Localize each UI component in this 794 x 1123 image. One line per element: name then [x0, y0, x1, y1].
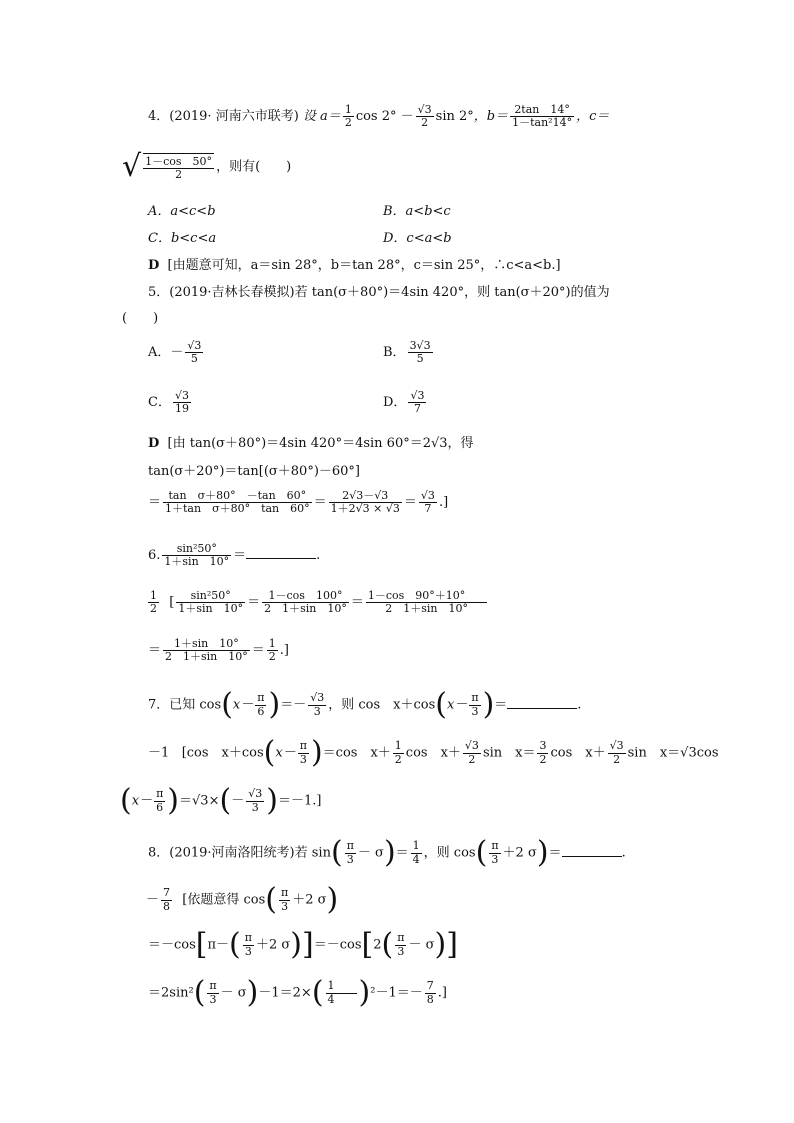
q5-answer-line3: ＝ $\frac{\text{tan σ＋80° －tan 60°}}{\text{1＋tan σ＋80° tan 60°}}$ ＝ $\frac{2√3-√3}{1+2√3 \times √3}$ ＝ $\frac{√3}{7}$ .] — [148, 489, 449, 516]
q4-text-b: ，b＝ — [473, 109, 509, 125]
q7-answer-blank — [507, 696, 577, 709]
q4-line1 — [148, 104, 609, 129]
q4-number: 4． — [148, 109, 170, 125]
q5-answer-key: D — [148, 436, 160, 451]
q6-answer-line1: $\frac{1}{2}$ [ $\frac{\text{sin²50°}}{1+\sin 10^\circ}$ ＝ $\frac{1-\cos 100^\circ}{2 1+\sin 10^\circ}$ ＝ $\frac{1-\cos 90^\circ+10^\circ}{2 1+\sin 10^\circ}$ — [146, 590, 489, 615]
q4-text-a: 设 a＝ — [302, 109, 341, 125]
q5-answer-text: [由 tan(σ＋80°)＝4sin 420°＝4sin 60°＝2√3，得 — [167, 436, 474, 451]
q8-answer-line2: ＝－cos[π－( $\frac{\pi}{3}$ ＋2 σ)]＝－cos[2( $\frac{\pi}{3}$ － σ)] — [148, 927, 458, 962]
q4-line2 — [122, 149, 292, 184]
q4-text-c: ，c＝ — [576, 109, 610, 125]
q4-answer — [148, 259, 561, 272]
q5-option-d: D． $\frac{√3}{7}$ — [383, 389, 425, 416]
q4-sin2: sin 2° — [435, 109, 474, 125]
q5-line2: ( ) — [122, 311, 159, 326]
q8-answer-line1: － $\frac{7}{8}$ [依题意得 cos( $\frac{\pi}{3}$ ＋2 σ) — [146, 882, 339, 917]
q8-question: 8．(2019·河南洛阳统考)若 sin( $\frac{\pi}{3}$ － σ)＝ $\frac{1}{4}$ ，则 cos( $\frac{\pi}{3}$ ＋2 σ)＝ . — [148, 835, 626, 870]
q6-question: 6. $\frac{\text{sin²50°}}{1+\sin 10^\circ}$ ＝ . — [148, 542, 321, 569]
q4-frac2: $\frac{√3}{2}$ — [417, 103, 432, 130]
q5-option-c: C． $\frac{√3}{19}$ — [148, 389, 189, 416]
q7-answer-line2: (x－ $\frac{\pi}{6}$ )＝√3×(－ $\frac{√3}{3}$ )＝－1.] — [120, 783, 322, 818]
q5-option-b: B． $\frac{3√3}{5}$ — [383, 339, 431, 366]
q4-source: (2019· 河南六市联考) — [169, 109, 299, 125]
q5-answer-line1 — [148, 437, 474, 450]
q4-option-a: A．a<c<b — [148, 204, 216, 219]
q4-sqrt-icon: √ — [122, 149, 142, 184]
q8-answer-blank — [562, 844, 622, 857]
q4-option-d: D．c<a<b — [383, 231, 452, 246]
q4-answer-key: D — [148, 258, 160, 273]
q4-frac1: $\frac{1}{2}$ — [344, 103, 352, 130]
q5-option-a: A．－ $\frac{√3}{5}$ — [148, 339, 202, 366]
q7-question: 7．已知 cos(x－ $\frac{\pi}{6}$ )＝－ $\frac{√3}{3}$ ，则 cos x＋cos(x－ $\frac{\pi}{3}$ )＝ . — [148, 687, 582, 722]
q8-answer-line3: ＝2sin²( $\frac{\pi}{3}$ － σ)－1＝2×( $\frac{1}{4}$ )²－1＝－ $\frac{7}{8}$ .] — [148, 975, 447, 1010]
q4-option-b: B．a<b<c — [383, 204, 451, 219]
q4-answer-text: [由题意可知，a＝sin 28°，b＝tan 28°，c＝sin 25°，∴c<a<b.] — [167, 258, 561, 273]
q6-answer-line2: ＝ $\frac{1+\sin 10^\circ}{2 1+\sin 10^\circ}$ ＝ $\frac{1}{2}$ .] — [148, 637, 289, 664]
q4-cos2: cos 2° — [355, 109, 397, 125]
q4-option-c: C．b<c<a — [148, 231, 217, 246]
q5-answer-line2: tan(σ＋20°)＝tan[(σ＋80°)－60°] — [148, 464, 360, 479]
q6-answer-blank — [246, 546, 316, 559]
q7-answer-key: －1 — [148, 745, 170, 761]
q4-sqrt-frac: $\frac{1-\cos 50^\circ}{2}$ — [145, 154, 213, 181]
q4-frac3: $\frac{2\tan 14^\circ}{\text{1－tan²14°}}$ — [512, 103, 573, 130]
q5-line1: 5．(2019·吉林长春模拟)若 tan(σ＋80°)＝4sin 420°，则 tan(σ＋20°)的值为 — [148, 285, 610, 300]
q7-answer-line1: －1 [cos x＋cos(x－ $\frac{\pi}{3}$ )＝cos x＋ $\frac{1}{2}$ cos x＋ $\frac{√3}{2}$ sin x＝ $\frac{3}{2}$ cos x＋ $\frac{√3}{2}$ sin x＝√3cos — [148, 735, 719, 770]
q4-tail: ，则有( ) — [216, 159, 292, 175]
q4-minus: － — [400, 109, 414, 125]
